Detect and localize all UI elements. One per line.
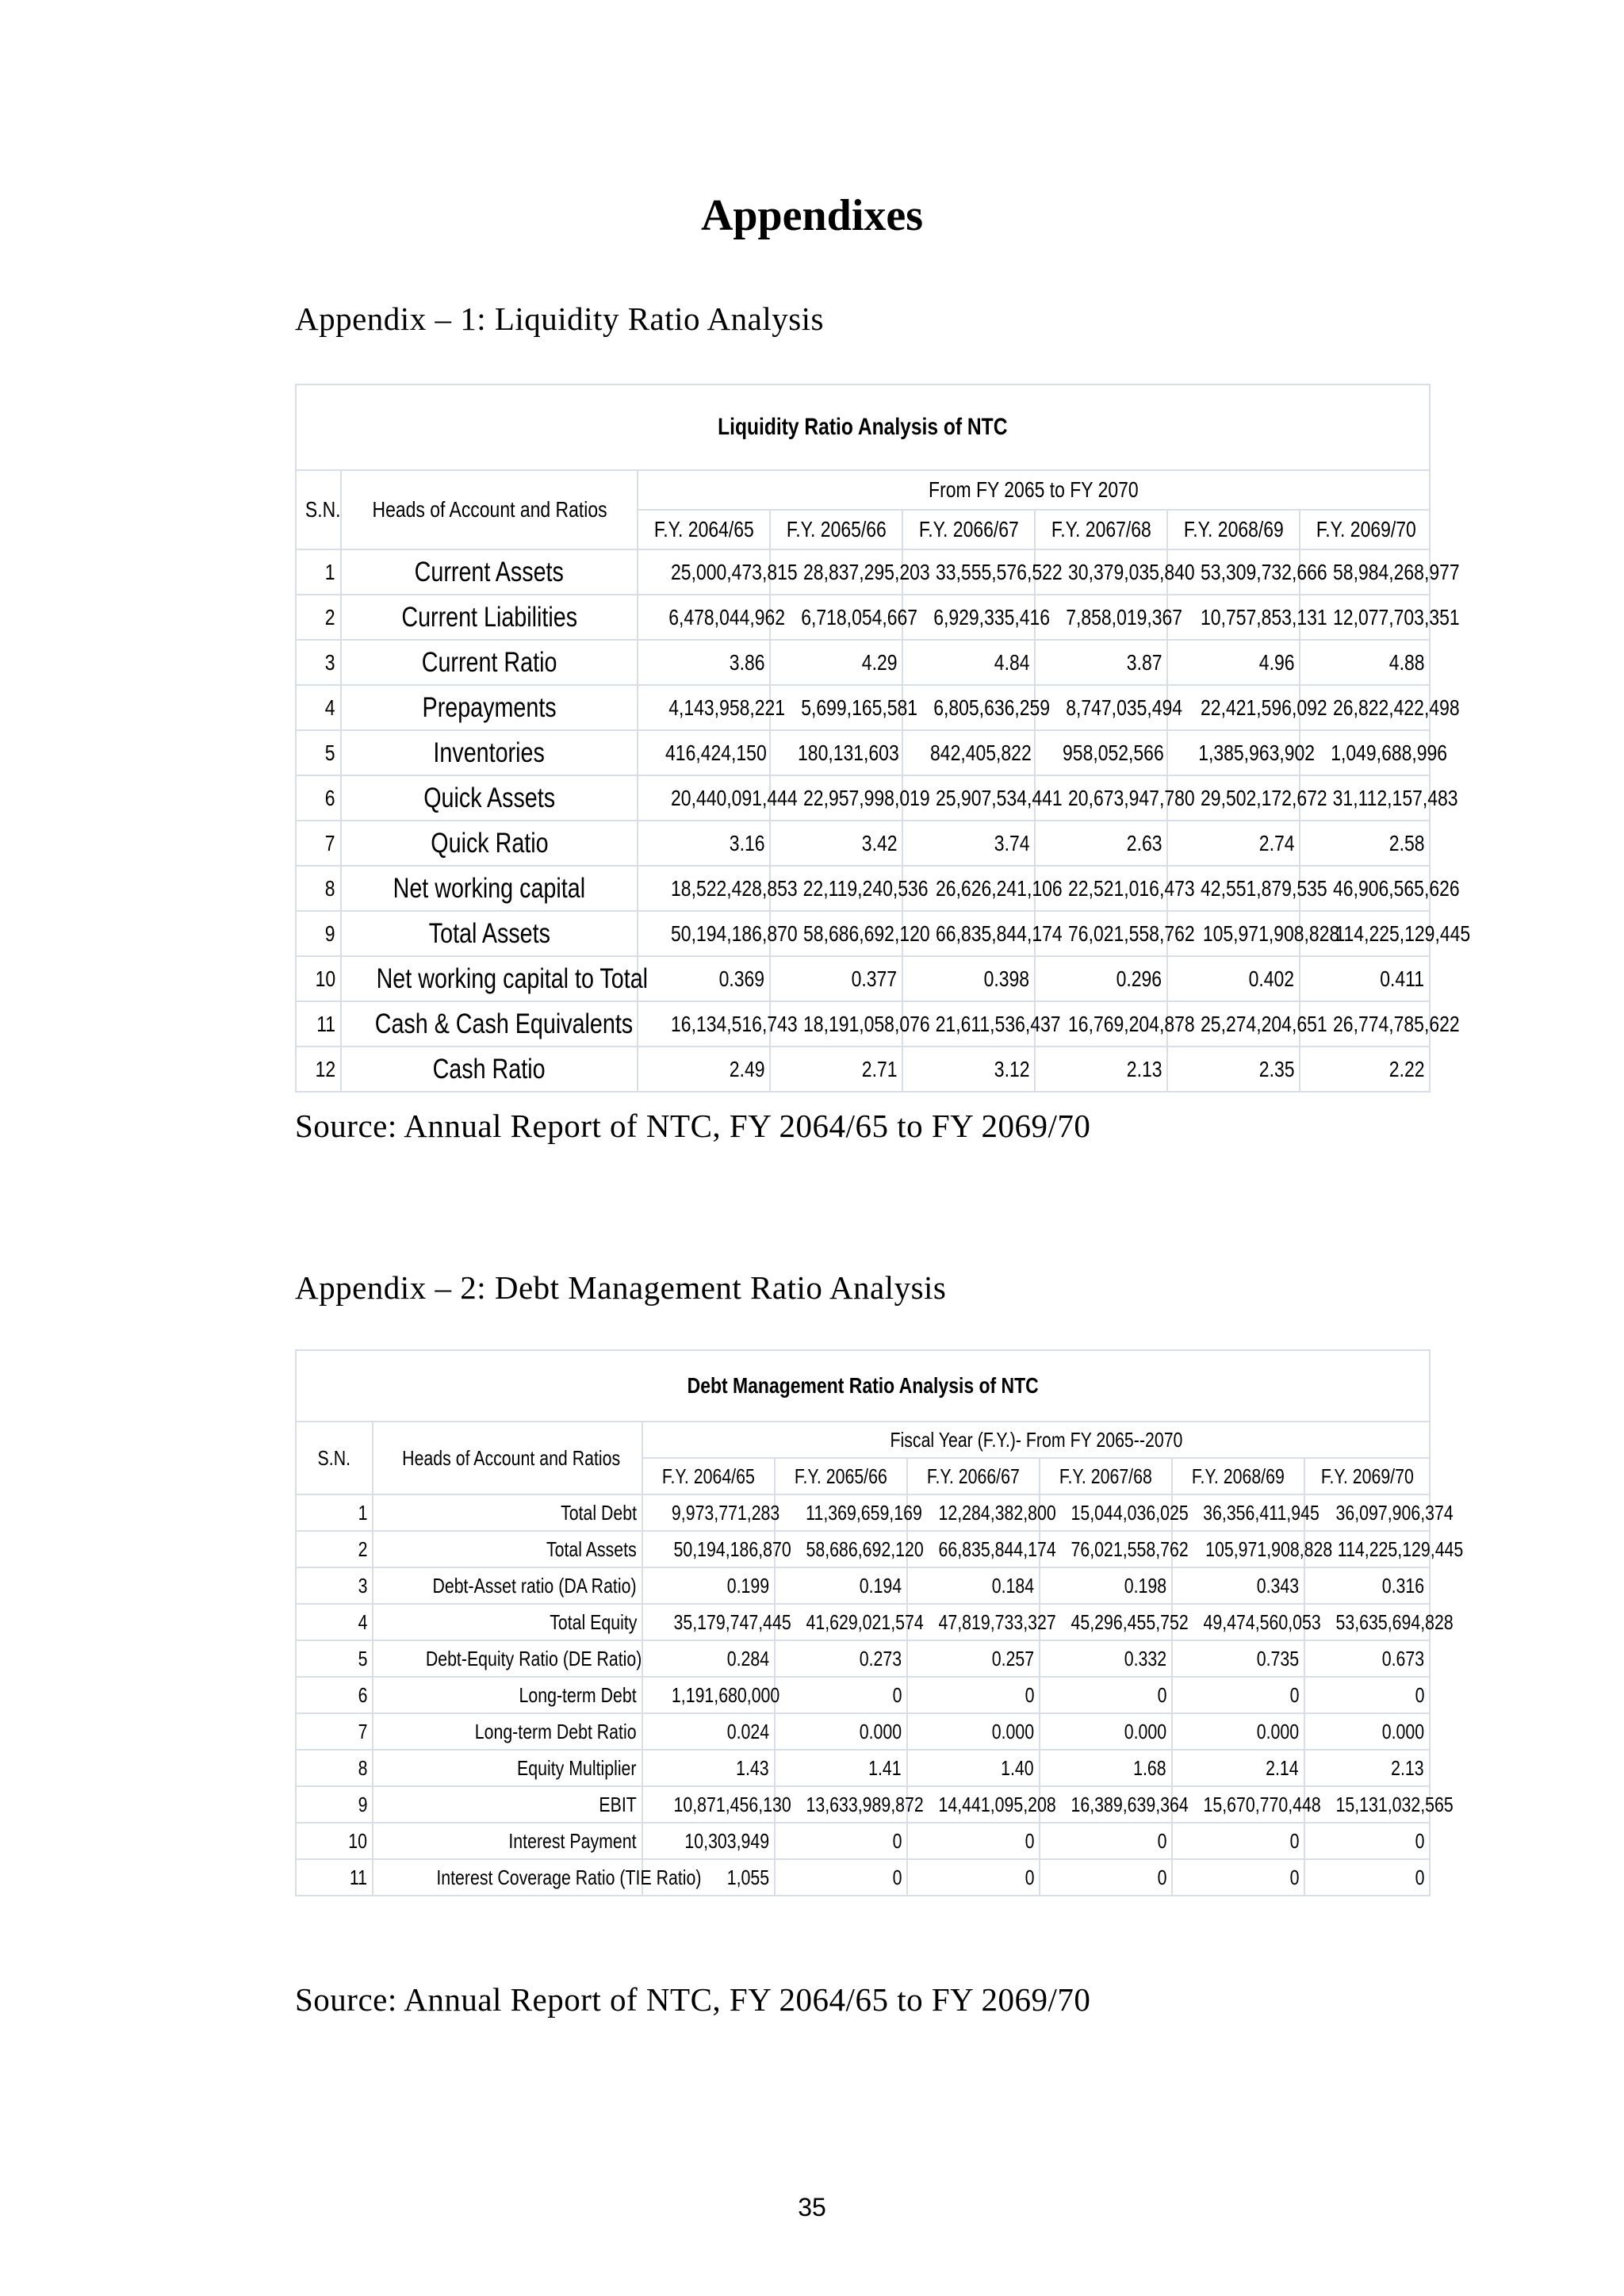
table-row (296, 1823, 1430, 1859)
table-cell: 180,131,603 (770, 730, 902, 775)
table-cell: 842,405,822 (902, 730, 1035, 775)
table-cell: 15,131,032,565 (1304, 1786, 1430, 1823)
table-cell: 0.284 (642, 1640, 775, 1677)
table-cell: 26,774,785,622 (1300, 1001, 1430, 1047)
year-header: F.Y. 2068/69 (1172, 1458, 1304, 1494)
table-cell: 0 (1040, 1859, 1172, 1896)
table-cell: 42,551,879,535 (1167, 866, 1300, 911)
row-head: Inventories (341, 730, 638, 775)
row-number: 2 (296, 1531, 373, 1567)
table-cell: 0.000 (1304, 1713, 1430, 1750)
table-cell: 2.13 (1035, 1047, 1167, 1092)
table-cell: 0.000 (907, 1713, 1040, 1750)
page-title: Appendixes (700, 191, 924, 240)
table-row (296, 1750, 1430, 1786)
table-cell: 0 (1040, 1823, 1172, 1859)
table-cell: 50,194,186,870 (638, 911, 770, 956)
row-head: Net working capital (341, 866, 638, 911)
row-head: Interest Payment (373, 1823, 642, 1859)
table-cell: 18,191,058,076 (770, 1001, 902, 1047)
table-cell: 1,385,963,902 (1167, 730, 1300, 775)
table-cell: 46,906,565,626 (1300, 866, 1430, 911)
table-cell: 0.343 (1172, 1567, 1304, 1604)
table-cell: 958,052,566 (1035, 730, 1167, 775)
table-cell: 20,440,091,444 (638, 775, 770, 821)
table-cell: 0.332 (1040, 1640, 1172, 1677)
row-head: Interest Coverage Ratio (TIE Ratio) (373, 1859, 642, 1896)
row-number: 8 (296, 866, 341, 911)
page-number: 35 (798, 2193, 826, 2221)
table-cell: 41,629,021,574 (775, 1604, 907, 1640)
table-row (296, 1677, 1430, 1713)
row-head: EBIT (373, 1786, 642, 1823)
table-cell: 16,769,204,878 (1035, 1001, 1167, 1047)
table-cell: 76,021,558,762 (1035, 911, 1167, 956)
table-cell: 114,225,129,445 (1304, 1531, 1430, 1567)
table-cell: 2.58 (1300, 821, 1430, 866)
fiscal-range-header: Fiscal Year (F.Y.)- From FY 2065--2070 (642, 1422, 1430, 1458)
table-cell: 0.000 (775, 1713, 907, 1750)
row-head: Total Assets (341, 911, 638, 956)
table-cell: 53,635,694,828 (1304, 1604, 1430, 1640)
table-cell: 0 (775, 1677, 907, 1713)
table-row (296, 821, 1430, 866)
table-cell: 35,179,747,445 (642, 1604, 775, 1640)
row-number: 5 (296, 1640, 373, 1677)
fiscal-range-header: From FY 2065 to FY 2070 (638, 470, 1430, 510)
year-header: F.Y. 2064/65 (638, 510, 770, 549)
row-head: Equity Multiplier (373, 1750, 642, 1786)
table-cell: 10,303,949 (642, 1823, 775, 1859)
table-cell: 0 (775, 1859, 907, 1896)
table-cell: 22,119,240,536 (770, 866, 902, 911)
table-cell: 0 (1172, 1823, 1304, 1859)
table-cell: 0.257 (907, 1640, 1040, 1677)
row-number: 11 (296, 1859, 373, 1896)
table-cell: 1.43 (642, 1750, 775, 1786)
table-cell: 14,441,095,208 (907, 1786, 1040, 1823)
table-cell: 6,805,636,259 (902, 685, 1035, 730)
table-cell: 28,837,295,203 (770, 549, 902, 595)
row-number: 1 (296, 549, 341, 595)
table-cell: 33,555,576,522 (902, 549, 1035, 595)
table-cell: 416,424,150 (638, 730, 770, 775)
table-cell: 5,699,165,581 (770, 685, 902, 730)
table-cell: 20,673,947,780 (1035, 775, 1167, 821)
table-row (296, 1494, 1430, 1531)
row-number: 4 (296, 1604, 373, 1640)
table-row (296, 911, 1430, 956)
year-header: F.Y. 2066/67 (902, 510, 1035, 549)
table-cell: 45,296,455,752 (1040, 1604, 1172, 1640)
table-cell: 0.377 (770, 956, 902, 1001)
table-cell: 1,055 (642, 1859, 775, 1896)
table-cell: 114,225,129,445 (1300, 911, 1430, 956)
table-cell: 36,097,906,374 (1304, 1494, 1430, 1531)
table-cell: 11,369,659,169 (775, 1494, 907, 1531)
table-row (296, 1604, 1430, 1640)
table-cell: 47,819,733,327 (907, 1604, 1040, 1640)
table-row (296, 730, 1430, 775)
table-cell: 16,389,639,364 (1040, 1786, 1172, 1823)
table-cell: 12,077,703,351 (1300, 595, 1430, 640)
row-number: 3 (296, 1567, 373, 1604)
table-cell: 66,835,844,174 (907, 1531, 1040, 1567)
row-head: Quick Ratio (341, 821, 638, 866)
table-row (296, 1047, 1430, 1092)
year-header: F.Y. 2069/70 (1300, 510, 1430, 549)
row-head: Quick Assets (341, 775, 638, 821)
row-head: Long-term Debt Ratio (373, 1713, 642, 1750)
table-cell: 6,478,044,962 (638, 595, 770, 640)
table-cell: 4,143,958,221 (638, 685, 770, 730)
row-number: 1 (296, 1494, 373, 1531)
table-cell: 2.49 (638, 1047, 770, 1092)
table-caption: Debt Management Ratio Analysis of NTC (296, 1350, 1430, 1422)
table-cell: 2.63 (1035, 821, 1167, 866)
table-caption: Liquidity Ratio Analysis of NTC (296, 385, 1430, 470)
table-cell: 36,356,411,945 (1172, 1494, 1304, 1531)
table-cell: 2.13 (1304, 1750, 1430, 1786)
table-cell: 2.14 (1172, 1750, 1304, 1786)
debt-management-ratio-table (295, 1349, 1464, 1896)
table-row (296, 866, 1430, 911)
year-header: F.Y. 2068/69 (1167, 510, 1300, 549)
table-cell: 49,474,560,053 (1172, 1604, 1304, 1640)
table-cell: 0.369 (638, 956, 770, 1001)
table-cell: 0 (1304, 1823, 1430, 1859)
table-row (296, 775, 1430, 821)
table-cell: 2.22 (1300, 1047, 1430, 1092)
heads-header: Heads of Account and Ratios (373, 1422, 642, 1494)
row-head: Debt-Asset ratio (DA Ratio) (373, 1567, 642, 1604)
table-cell: 1.41 (775, 1750, 907, 1786)
table-row (296, 1531, 1430, 1567)
table-cell: 0.194 (775, 1567, 907, 1604)
table-cell: 0 (1304, 1859, 1430, 1896)
table-cell: 29,502,172,672 (1167, 775, 1300, 821)
year-header: F.Y. 2067/68 (1035, 510, 1167, 549)
table-cell: 3.42 (770, 821, 902, 866)
table-cell: 0 (1304, 1677, 1430, 1713)
table-cell: 0.198 (1040, 1567, 1172, 1604)
source-note: Source: Annual Report of NTC, FY 2064/65 to FY 2069/70 (295, 1981, 1091, 2018)
year-header: F.Y. 2065/66 (775, 1458, 907, 1494)
liquidity-ratio-table (295, 384, 1471, 1093)
table-cell: 15,670,770,448 (1172, 1786, 1304, 1823)
row-number: 5 (296, 730, 341, 775)
table-cell: 105,971,908,828 (1167, 911, 1300, 956)
table-cell: 22,421,596,092 (1167, 685, 1300, 730)
row-number: 9 (296, 911, 341, 956)
table-cell: 0.402 (1167, 956, 1300, 1001)
table-cell: 0.184 (907, 1567, 1040, 1604)
table-cell: 12,284,382,800 (907, 1494, 1040, 1531)
year-header: F.Y. 2067/68 (1040, 1458, 1172, 1494)
table-cell: 1,049,688,996 (1300, 730, 1430, 775)
table-cell: 15,044,036,025 (1040, 1494, 1172, 1531)
table-cell: 4.96 (1167, 640, 1300, 685)
row-head: Current Liabilities (341, 595, 638, 640)
year-header: F.Y. 2069/70 (1304, 1458, 1430, 1494)
table-cell: 1,191,680,000 (642, 1677, 775, 1713)
table-cell: 25,274,204,651 (1167, 1001, 1300, 1047)
table-cell: 50,194,186,870 (642, 1531, 775, 1567)
year-header: F.Y. 2064/65 (642, 1458, 775, 1494)
table-row (296, 1001, 1430, 1047)
table-cell: 22,521,016,473 (1035, 866, 1167, 911)
table-cell: 0.411 (1300, 956, 1430, 1001)
table-cell: 25,000,473,815 (638, 549, 770, 595)
table-cell: 0 (775, 1823, 907, 1859)
row-head: Long-term Debt (373, 1677, 642, 1713)
table-cell: 3.12 (902, 1047, 1035, 1092)
table-cell: 58,686,692,120 (775, 1531, 907, 1567)
sn-header: S.N. (296, 470, 341, 549)
row-number: 2 (296, 595, 341, 640)
table-row (296, 956, 1430, 1001)
table-cell: 16,134,516,743 (638, 1001, 770, 1047)
table-cell: 0 (1040, 1677, 1172, 1713)
row-head: Total Equity (373, 1604, 642, 1640)
table-cell: 21,611,536,437 (902, 1001, 1035, 1047)
row-head: Current Assets (341, 549, 638, 595)
row-head: Net working capital to Total (341, 956, 638, 1001)
table-cell: 0.296 (1035, 956, 1167, 1001)
appendix-2-heading: Appendix – 2: Debt Management Ratio Analysis (295, 1269, 947, 1306)
table-cell: 0 (907, 1677, 1040, 1713)
table-cell: 25,907,534,441 (902, 775, 1035, 821)
heads-header: Heads of Account and Ratios (341, 470, 638, 549)
table-cell: 6,718,054,667 (770, 595, 902, 640)
table-cell: 0 (1172, 1859, 1304, 1896)
row-number: 10 (296, 956, 341, 1001)
table-cell: 1.40 (907, 1750, 1040, 1786)
table-cell: 3.16 (638, 821, 770, 866)
row-head: Prepayments (341, 685, 638, 730)
table-cell: 0 (907, 1859, 1040, 1896)
table-row (296, 549, 1430, 595)
table-cell: 26,822,422,498 (1300, 685, 1430, 730)
table-row (296, 1859, 1430, 1896)
table-row (296, 685, 1430, 730)
table-cell: 0.673 (1304, 1640, 1430, 1677)
row-number: 12 (296, 1047, 341, 1092)
table-cell: 0.735 (1172, 1640, 1304, 1677)
table-row (296, 595, 1430, 640)
table-cell: 2.74 (1167, 821, 1300, 866)
table-cell: 10,871,456,130 (642, 1786, 775, 1823)
table-cell: 2.71 (770, 1047, 902, 1092)
row-head: Cash & Cash Equivalents (341, 1001, 638, 1047)
table-cell: 0 (907, 1823, 1040, 1859)
row-number: 6 (296, 1677, 373, 1713)
row-number: 9 (296, 1786, 373, 1823)
row-head: Debt-Equity Ratio (DE Ratio) (373, 1640, 642, 1677)
row-number: 7 (296, 821, 341, 866)
table-cell: 0.398 (902, 956, 1035, 1001)
appendix-1-heading: Appendix – 1: Liquidity Ratio Analysis (295, 300, 825, 337)
table-cell: 3.74 (902, 821, 1035, 866)
table-cell: 0.000 (1172, 1713, 1304, 1750)
table-cell: 2.35 (1167, 1047, 1300, 1092)
row-number: 10 (296, 1823, 373, 1859)
table-cell: 7,858,019,367 (1035, 595, 1167, 640)
year-header: F.Y. 2065/66 (770, 510, 902, 549)
row-number: 8 (296, 1750, 373, 1786)
table-cell: 0.000 (1040, 1713, 1172, 1750)
row-number: 11 (296, 1001, 341, 1047)
row-head: Total Assets (373, 1531, 642, 1567)
table-cell: 53,309,732,666 (1167, 549, 1300, 595)
table-row (296, 1567, 1430, 1604)
table-cell: 1.68 (1040, 1750, 1172, 1786)
sn-header: S.N. (296, 1422, 373, 1494)
table-cell: 58,984,268,977 (1300, 549, 1430, 595)
table-cell: 31,112,157,483 (1300, 775, 1430, 821)
table-cell: 22,957,998,019 (770, 775, 902, 821)
table-cell: 26,626,241,106 (902, 866, 1035, 911)
row-number: 4 (296, 685, 341, 730)
table-cell: 76,021,558,762 (1040, 1531, 1172, 1567)
row-number: 3 (296, 640, 341, 685)
table-cell: 0.199 (642, 1567, 775, 1604)
table-cell: 0 (1172, 1677, 1304, 1713)
table-cell: 9,973,771,283 (642, 1494, 775, 1531)
row-head: Current Ratio (341, 640, 638, 685)
table-cell: 4.29 (770, 640, 902, 685)
table-cell: 58,686,692,120 (770, 911, 902, 956)
table-cell: 4.84 (902, 640, 1035, 685)
row-head: Cash Ratio (341, 1047, 638, 1092)
table-cell: 30,379,035,840 (1035, 549, 1167, 595)
table-cell: 3.86 (638, 640, 770, 685)
table-cell: 18,522,428,853 (638, 866, 770, 911)
table-cell: 0.273 (775, 1640, 907, 1677)
table-row (296, 1713, 1430, 1750)
table-cell: 8,747,035,494 (1035, 685, 1167, 730)
table-cell: 3.87 (1035, 640, 1167, 685)
table-cell: 0.024 (642, 1713, 775, 1750)
table-cell: 4.88 (1300, 640, 1430, 685)
table-row (296, 1786, 1430, 1823)
table-cell: 0.316 (1304, 1567, 1430, 1604)
table-cell: 66,835,844,174 (902, 911, 1035, 956)
table-row (296, 640, 1430, 685)
row-number: 6 (296, 775, 341, 821)
row-number: 7 (296, 1713, 373, 1750)
table-cell: 13,633,989,872 (775, 1786, 907, 1823)
year-header: F.Y. 2066/67 (907, 1458, 1040, 1494)
row-head: Total Debt (373, 1494, 642, 1531)
table-cell: 6,929,335,416 (902, 595, 1035, 640)
table-row (296, 1640, 1430, 1677)
table-cell: 105,971,908,828 (1172, 1531, 1304, 1567)
table-cell: 10,757,853,131 (1167, 595, 1300, 640)
source-note: Source: Annual Report of NTC, FY 2064/65 to FY 2069/70 (295, 1108, 1091, 1144)
